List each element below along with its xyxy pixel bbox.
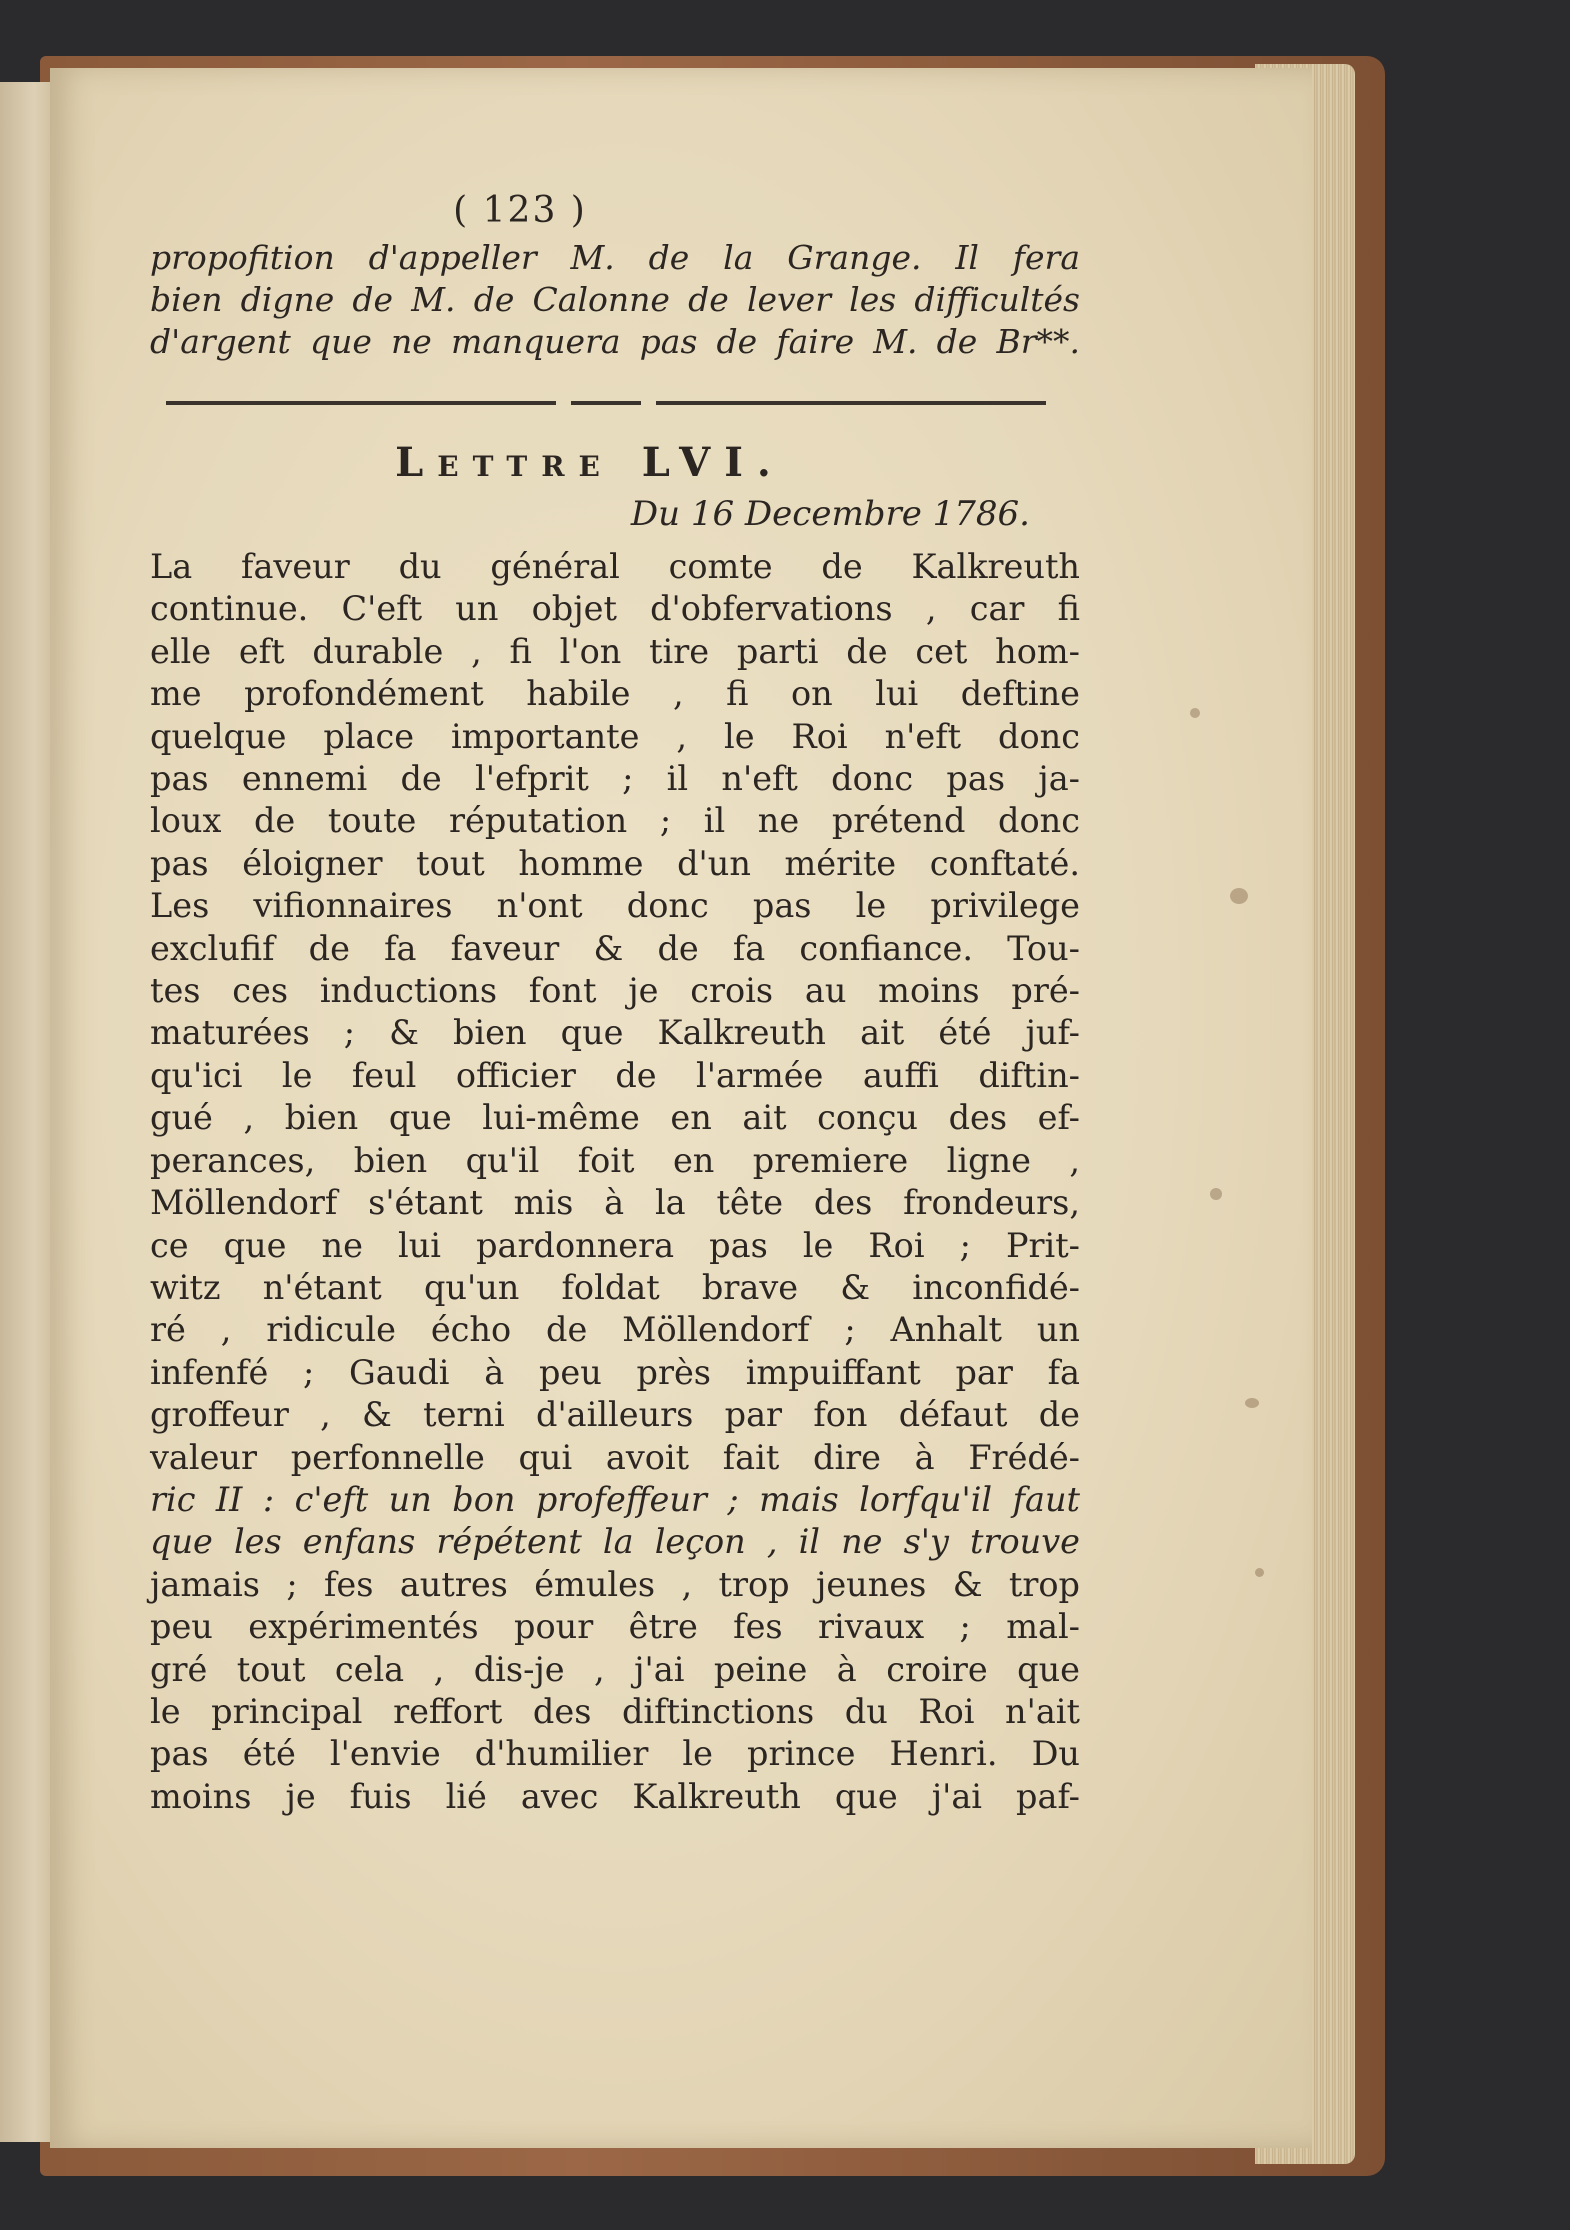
page-text <box>150 190 1080 1818</box>
body-line: valeur perfonnelle qui avoit fait dire à Frédé- <box>150 1437 1080 1477</box>
letter-date: Du 16 Decembre 1786. <box>630 494 1030 534</box>
body-line: ré , ridicule écho de Möllendorf ; Anhalt un <box>150 1310 1080 1350</box>
body-line: qu'ici le feul officier de l'armée auffi diftin- <box>150 1055 1080 1095</box>
foxing-spot <box>1190 708 1200 718</box>
foxing-spot <box>1210 1188 1222 1200</box>
body-line: pas ennemi de l'efprit ; il n'eft donc pas ja- <box>150 759 1080 799</box>
body-line: witz n'étant qu'un foldat brave & inconfidé- <box>150 1267 1080 1307</box>
body-line: continue. C'eft un objet d'obfervations , car fi <box>150 589 1080 629</box>
body-line: maturées ; & bien que Kalkreuth ait été juf- <box>150 1013 1080 1053</box>
intro-line: d'argent que ne manquera pas de faire M. de Br**. <box>150 322 1080 361</box>
body-line: perances, bien qu'il foit en premiere ligne , <box>150 1140 1080 1180</box>
body-line: pas été l'envie d'humilier le prince Henri. Du <box>150 1734 1080 1774</box>
body-line: tes ces inductions font je crois au moins pré- <box>150 971 1080 1011</box>
body-line: moins je fuis lié avec Kalkreuth que j'ai paf- <box>150 1776 1080 1816</box>
body-line: gré tout cela , dis-je , j'ai peine à croire que <box>150 1649 1080 1689</box>
intro-line: propofition d'appeller M. de la Grange. Il fera <box>150 238 1080 277</box>
body-line: peu expérimentés pour être fes rivaux ; mal- <box>150 1607 1080 1647</box>
letter-heading: Lettre LVI. <box>395 439 785 486</box>
body-line: ce que ne lui pardonnera pas le Roi ; Prit- <box>150 1225 1080 1265</box>
foxing-spot <box>1245 1398 1259 1408</box>
body-line: infenfé ; Gaudi à peu près impuiffant par fa <box>150 1352 1080 1392</box>
body-line: gué , bien que lui-même en ait conçu des ef- <box>150 1098 1080 1138</box>
body-line: pas éloigner tout homme d'un mérite conftaté. <box>150 843 1080 883</box>
body-line: La faveur du général comte de Kalkreuth <box>150 547 1080 586</box>
body-line: ric II : c'eft un bon profeffeur ; mais lorfqu'il faut <box>150 1479 1080 1519</box>
intro-line: bien digne de M. de Calonne de lever les difficultés <box>150 280 1080 319</box>
page-number: ( 123 ) <box>453 190 587 231</box>
body-line: elle eft durable , fi l'on tire parti de cet hom- <box>150 631 1080 671</box>
letter-body <box>150 546 1080 1818</box>
intro-paragraph <box>150 237 1080 363</box>
body-line: Möllendorf s'étant mis à la tête des frondeurs, <box>150 1183 1080 1223</box>
section-divider <box>166 397 1046 407</box>
foxing-spot <box>1255 1568 1264 1577</box>
body-line: groffeur , & terni d'ailleurs par fon défaut de <box>150 1395 1080 1435</box>
body-line: loux de toute réputation ; il ne prétend donc <box>150 801 1080 841</box>
body-line: que les enfans répétent la leçon , il ne s'y trouve <box>150 1522 1080 1562</box>
body-line: le principal reffort des diftinctions du Roi n'ait <box>150 1691 1080 1731</box>
body-line: jamais ; fes autres émules , trop jeunes & trop <box>150 1564 1080 1604</box>
foxing-spot <box>1230 888 1248 904</box>
body-line: quelque place importante , le Roi n'eft donc <box>150 716 1080 756</box>
body-line: exclufif de fa faveur & de fa confiance. Tou- <box>150 928 1080 968</box>
body-line: me profondément habile , fi on lui deftine <box>150 674 1080 714</box>
body-line: Les vifionnaires n'ont donc pas le privilege <box>150 886 1080 926</box>
